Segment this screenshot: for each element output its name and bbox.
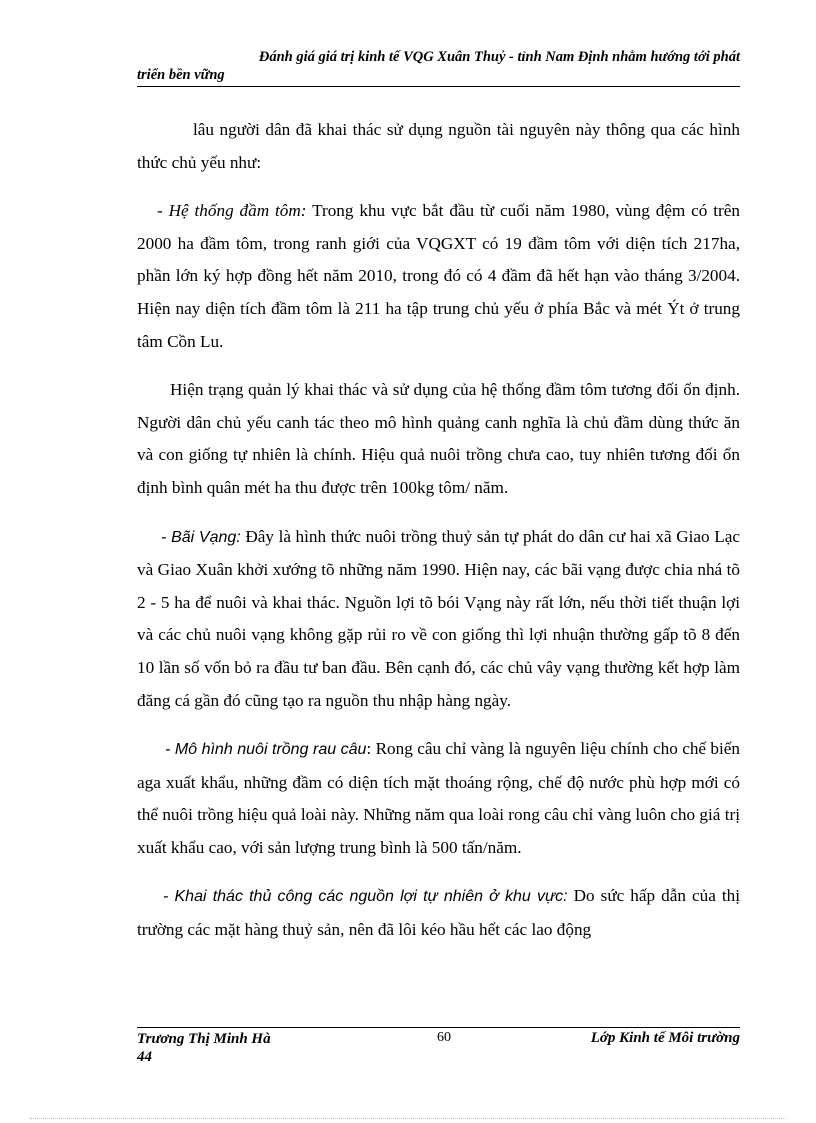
paragraph-seaweed: [137, 733, 740, 864]
paragraph-lead: - Hệ thống đầm tôm:: [157, 201, 307, 221]
paragraph-shrimp-ponds: [137, 195, 740, 358]
paragraph-natural-resources: [137, 880, 740, 946]
page-number: 60: [437, 1030, 451, 1045]
paragraph-lead: - Khai thác thủ công các nguồn lợi tự nhiên ở khu vực:: [163, 888, 568, 906]
header-title-line2: triển bền vững: [137, 67, 225, 83]
paragraph-text: Do sức hấp dẫn của thị trường các mặt hàng thuỷ sản, nên đã lôi kéo hầu hết các lao động: [137, 886, 740, 940]
paragraph-text: Trong khu vực bắt đầu từ cuối năm 1980, vùng đệm có trên 2000 ha đầm tôm, trong ranh giới của VQGXT có 19 đầm tôm với diện tích 217ha, phần lớn ký hợp đồng hết năm 2010, trong đó có 4 đầm đã hết hạn vào tháng 3/2004. Hiện nay diện tích đầm tôm là 211 ha tập trung chủ yếu ở phía Bắc và mét Ýt ở trung tâm Cồn Lu.: [137, 201, 740, 351]
page-footer: [137, 1030, 740, 1070]
paragraph-text: Đây là hình thức nuôi trồng thuỷ sản tự phát do dân cư hai xã Giao Lạc và Giao Xuân khởi xướng tõ những năm 1990. Hiện nay, các bãi vạng được chia nhá tõ 2 - 5 ha để nuôi và khai thác. Nguồn lợi tõ bói Vạng này rất lớn, nếu thời tiết thuận lợi và các chủ nuôi vạng không gặp rủi ro về con giống thì lợi nhuận thường gấp tõ 8 đến 10 lần số vốn bỏ ra đầu tư ban đầu. Bên cạnh đó, các chủ vây vạng thường kết hợp làm đăng cá gần đó cũng tạo ra nguồn thu nhập hàng ngày.: [137, 526, 741, 710]
paragraph-text: : Rong câu chỉ vàng là nguyên liệu chính cho chế biến aga xuất khẩu, những đầm có diện tích mặt thoáng rộng, chế độ nước phù hợp mới có thể nuôi trồng hiệu quả loài này. Những năm qua loài rong câu chỉ vàng luôn cho giá trị xuất khẩu cao, với sản lượng trung bình là 500 tấn/năm.: [137, 739, 741, 857]
paragraph-lead: - Mô hình nuôi trồng rau câu: [165, 741, 367, 759]
page-bottom-border: [30, 1118, 786, 1119]
paragraph-shrimp-management: [137, 374, 740, 504]
footer-class-name: Lớp Kinh tế Môi trường: [590, 1030, 740, 1046]
header-title-line1: Đánh giá giá trị kinh tế VQG Xuân Thuỷ - tỉnh Nam Định nhằm hướng tới phát: [258, 49, 740, 65]
paragraph-intro: [137, 114, 740, 179]
page-header: [137, 48, 740, 84]
author-id: 44: [137, 1049, 152, 1065]
paragraph-lead: - Bãi Vạng:: [161, 528, 241, 546]
footer-author: [137, 1030, 271, 1066]
paragraph-text: lâu người dân đã khai thác sử dụng nguồn tài nguyên này thông qua các hình thức chủ yếu như:: [137, 120, 740, 172]
paragraph-text: Hiện trạng quản lý khai thác và sử dụng của hệ thống đầm tôm tương đối ổn định. Người dân chủ yếu canh tác theo mô hình quảng canh nghĩa là chủ đầm dùng thức ăn và con giống tự nhiên là chính. Hiệu quả nuôi trồng chưa cao, tuy nhiên tương đối ổn định bình quân mét ha thu được trên 100kg tôm/ năm.: [137, 380, 740, 497]
footer-divider: [137, 1027, 740, 1028]
header-divider: [137, 86, 740, 87]
paragraph-clam-beds: [137, 521, 740, 718]
author-name: Trương Thị Minh Hà: [137, 1031, 271, 1047]
page-body: [137, 114, 740, 963]
